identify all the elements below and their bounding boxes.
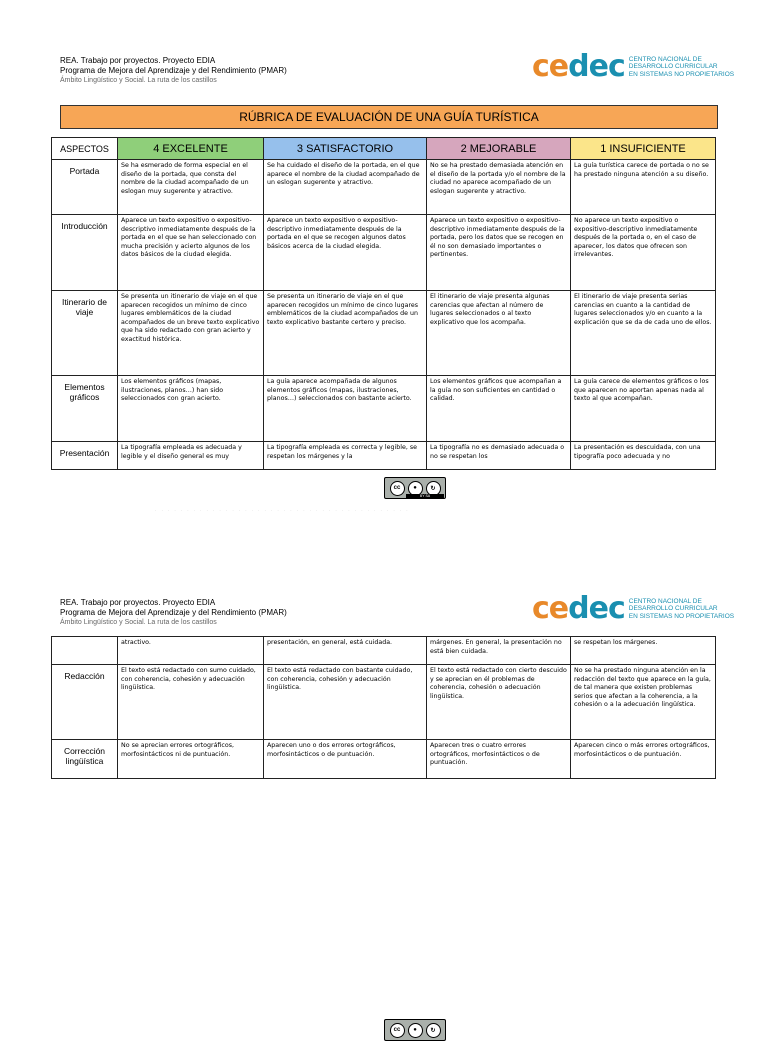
header-line-1: REA. Trabajo por proyectos. Proyecto EDIA [60,56,216,65]
rubric-title: RÚBRICA DE EVALUACIÓN DE UNA GUÍA TURÍSTICA [60,105,718,129]
logo-word-part-1: ce [532,591,569,626]
criteria-cell: Aparece un texto expositivo o expositivo-descriptivo inmediatamente después de la portada, pero los datos que se recogen en él no son demasiado importantes o pertinentes. [427,215,571,291]
creative-commons-badge[interactable] [384,477,446,499]
logo-tagline-line: CENTRO NACIONAL DE [628,55,702,63]
criteria-cell: Aparece un texto expositivo o expositivo-descriptivo inmediatamente después de la portada en el que se recogen algunos datos básicos acerca de la ciudad elegida. [264,215,427,291]
header-line-1: REA. Trabajo por proyectos. Proyecto EDIA [60,598,216,607]
logo-tagline-line: DESARROLLO CURRICULAR [628,605,718,613]
logo-word-part-1: ce [532,49,569,84]
criteria-cell: Aparecen uno o dos errores ortográficos, morfosintácticos o de puntuación. [264,740,427,779]
by-icon: ● [408,481,423,496]
license-strip: BY SA [406,494,444,499]
document-header [60,56,287,84]
table-row [52,160,716,215]
criteria-cell: Los elementos gráficos que acompañan a la guía no son suficientes en cantidad o calidad. [427,376,571,442]
cc-badge-box [384,1019,446,1041]
column-header-excellent: 4 EXCELENTE [118,138,264,160]
criteria-cell: No se ha prestado ninguna atención en la redacción del texto que aparece en la guía, de tal manera que existen problemas serios que afectan a la coherencia, a la cohesión o a la adecuación lingüística. [571,665,716,740]
criteria-cell: Aparece un texto expositivo o expositivo-descriptivo inmediatamente después de la portada en el que se han seleccionado con mucha precisión y acierto algunos de los datos básicos de la ciudad elegida. [118,215,264,291]
cedec-logo [532,49,735,84]
criteria-cell: Se presenta un itinerario de viaje en el que aparecen recogidos un mínimo de cinco lugares emblemáticos de la ciudad acompañados de un breve texto explicativo que ha sido redactado con gran acierto y exactitud histórica. [118,291,264,376]
rubric-table-page-2 [51,636,716,779]
criteria-cell: La presentación es descuidada, con una tipografía poco adecuada y no [571,442,716,470]
aspect-cell: Redacción [52,665,118,740]
document-header [60,598,287,626]
table-row [52,665,716,740]
column-header-insufficient: 1 INSUFICIENTE [571,138,716,160]
aspect-cell: Presentación [52,442,118,470]
table-row [52,376,716,442]
table-row [52,442,716,470]
criteria-cell: La guía carece de elementos gráficos o los que aparecen no aportan apenas nada al texto al que acompañan. [571,376,716,442]
criteria-cell: La tipografía no es demasiado adecuada o no se respetan los [427,442,571,470]
criteria-cell: La guía aparece acompañada de algunos elementos gráficos (mapas, ilustraciones, planos…) seleccionados con bastante acierto. [264,376,427,442]
aspect-cell [52,637,118,665]
criteria-cell: Se ha esmerado de forma especial en el diseño de la portada, que consta del nombre de la ciudad acompañado de un eslogan muy sugerente y atractivo. [118,160,264,215]
logo-word-part-2: dec [568,49,625,84]
by-icon: ● [408,1023,423,1038]
criteria-cell: Los elementos gráficos (mapas, ilustraciones, planos…) han sido seleccionados con gran acierto. [118,376,264,442]
aspect-cell: Corrección lingüística [52,740,118,779]
criteria-cell: No aparece un texto expositivo o expositivo-descriptivo inmediatamente después de la portada o, en el caso de aparecer, los datos que ofrecen son irrelevantes. [571,215,716,291]
sa-icon: ↻ [426,1023,441,1038]
header-line-2: Programa de Mejora del Aprendizaje y del Rendimiento (PMAR) [60,608,287,617]
criteria-cell: márgenes. En general, la presentación no está bien cuidada. [427,637,571,665]
table-row [52,291,716,376]
column-header-satisfactory: 3 SATISFACTORIO [264,138,427,160]
logo-tagline [629,598,734,621]
logo-tagline [629,56,734,79]
table-row [52,215,716,291]
criteria-cell: Se ha cuidado el diseño de la portada, en el que aparece el nombre de la ciudad acompañado de un eslogan sugerente y atractivo. [264,160,427,215]
criteria-cell: presentación, en general, está cuidada. [264,637,427,665]
criteria-cell: La guía turística carece de portada o no se ha prestado ninguna atención a su diseño. [571,160,716,215]
criteria-cell: El texto está redactado con bastante cuidado, con coherencia, cohesión y adecuación lingüística. [264,665,427,740]
cc-icon: cc [390,1023,405,1038]
criteria-cell: No se aprecian errores ortográficos, morfosintácticos ni de puntuación. [118,740,264,779]
logo-tagline-line: EN SISTEMAS NO PROPIETARIOS [628,612,735,620]
criteria-cell: atractivo. [118,637,264,665]
aspect-cell: Introducción [52,215,118,291]
criteria-cell: El itinerario de viaje presenta algunas carencias que afectan al número de lugares seleccionados o al texto explicativo que los acompaña. [427,291,571,376]
rubric-table-page-1 [51,137,716,470]
faint-footer-dots: · · · · · · · · · · · · · · · · · · · · · · · · · · · · · · · · · · · · · · · · [155,508,410,513]
cedec-logo [532,591,735,626]
logo-tagline-line: EN SISTEMAS NO PROPIETARIOS [628,70,735,78]
criteria-cell: El texto está redactado con cierto descuido y se aprecian en él problemas de coherencia, cohesión o adecuación lingüística. [427,665,571,740]
aspect-cell: Elementos gráficos [52,376,118,442]
header-line-2: Programa de Mejora del Aprendizaje y del Rendimiento (PMAR) [60,66,287,75]
column-header-improvable: 2 MEJORABLE [427,138,571,160]
logo-tagline-line: DESARROLLO CURRICULAR [628,63,718,71]
logo-word-part-2: dec [568,591,625,626]
logo-tagline-line: CENTRO NACIONAL DE [628,597,702,605]
header-line-3: Ámbito Lingüístico y Social. La ruta de los castillos [60,77,217,84]
column-header-aspects: ASPECTOS [52,138,118,160]
aspect-cell: Portada [52,160,118,215]
page-2 [0,560,768,1034]
criteria-cell: La tipografía empleada es correcta y legible, se respetan los márgenes y la [264,442,427,470]
aspect-cell: Itinerario de viaje [52,291,118,376]
table-row [52,740,716,779]
table-row [52,637,716,665]
criteria-cell: se respetan los márgenes. [571,637,716,665]
criteria-cell: El texto está redactado con sumo cuidado, con coherencia, cohesión y adecuación lingüística. [118,665,264,740]
cc-icon: cc [390,481,405,496]
sa-icon: ↻ [426,481,441,496]
criteria-cell: Se presenta un itinerario de viaje en el que aparecen recogidos un mínimo de cinco lugares emblemáticos de la ciudad acompañados de un texto explicativo bastante certero y preciso. [264,291,427,376]
criteria-cell: El itinerario de viaje presenta serias carencias en cuanto a la cantidad de lugares seleccionados y/o en cuanto a la explicación que se da de cada uno de ellos. [571,291,716,376]
header-line-3: Ámbito Lingüístico y Social. La ruta de los castillos [60,619,217,626]
creative-commons-badge[interactable] [384,1019,446,1041]
criteria-cell: La tipografía empleada es adecuada y legible y el diseño general es muy [118,442,264,470]
criteria-cell: Aparecen cinco o más errores ortográficos, morfosintácticos o de puntuación. [571,740,716,779]
criteria-cell: No se ha prestado demasiada atención en el diseño de la portada y/o el nombre de la ciudad no aparece acompañado de un eslogan sugerente y atractivo. [427,160,571,215]
criteria-cell: Aparecen tres o cuatro errores ortográficos, morfosintácticos o de puntuación. [427,740,571,779]
